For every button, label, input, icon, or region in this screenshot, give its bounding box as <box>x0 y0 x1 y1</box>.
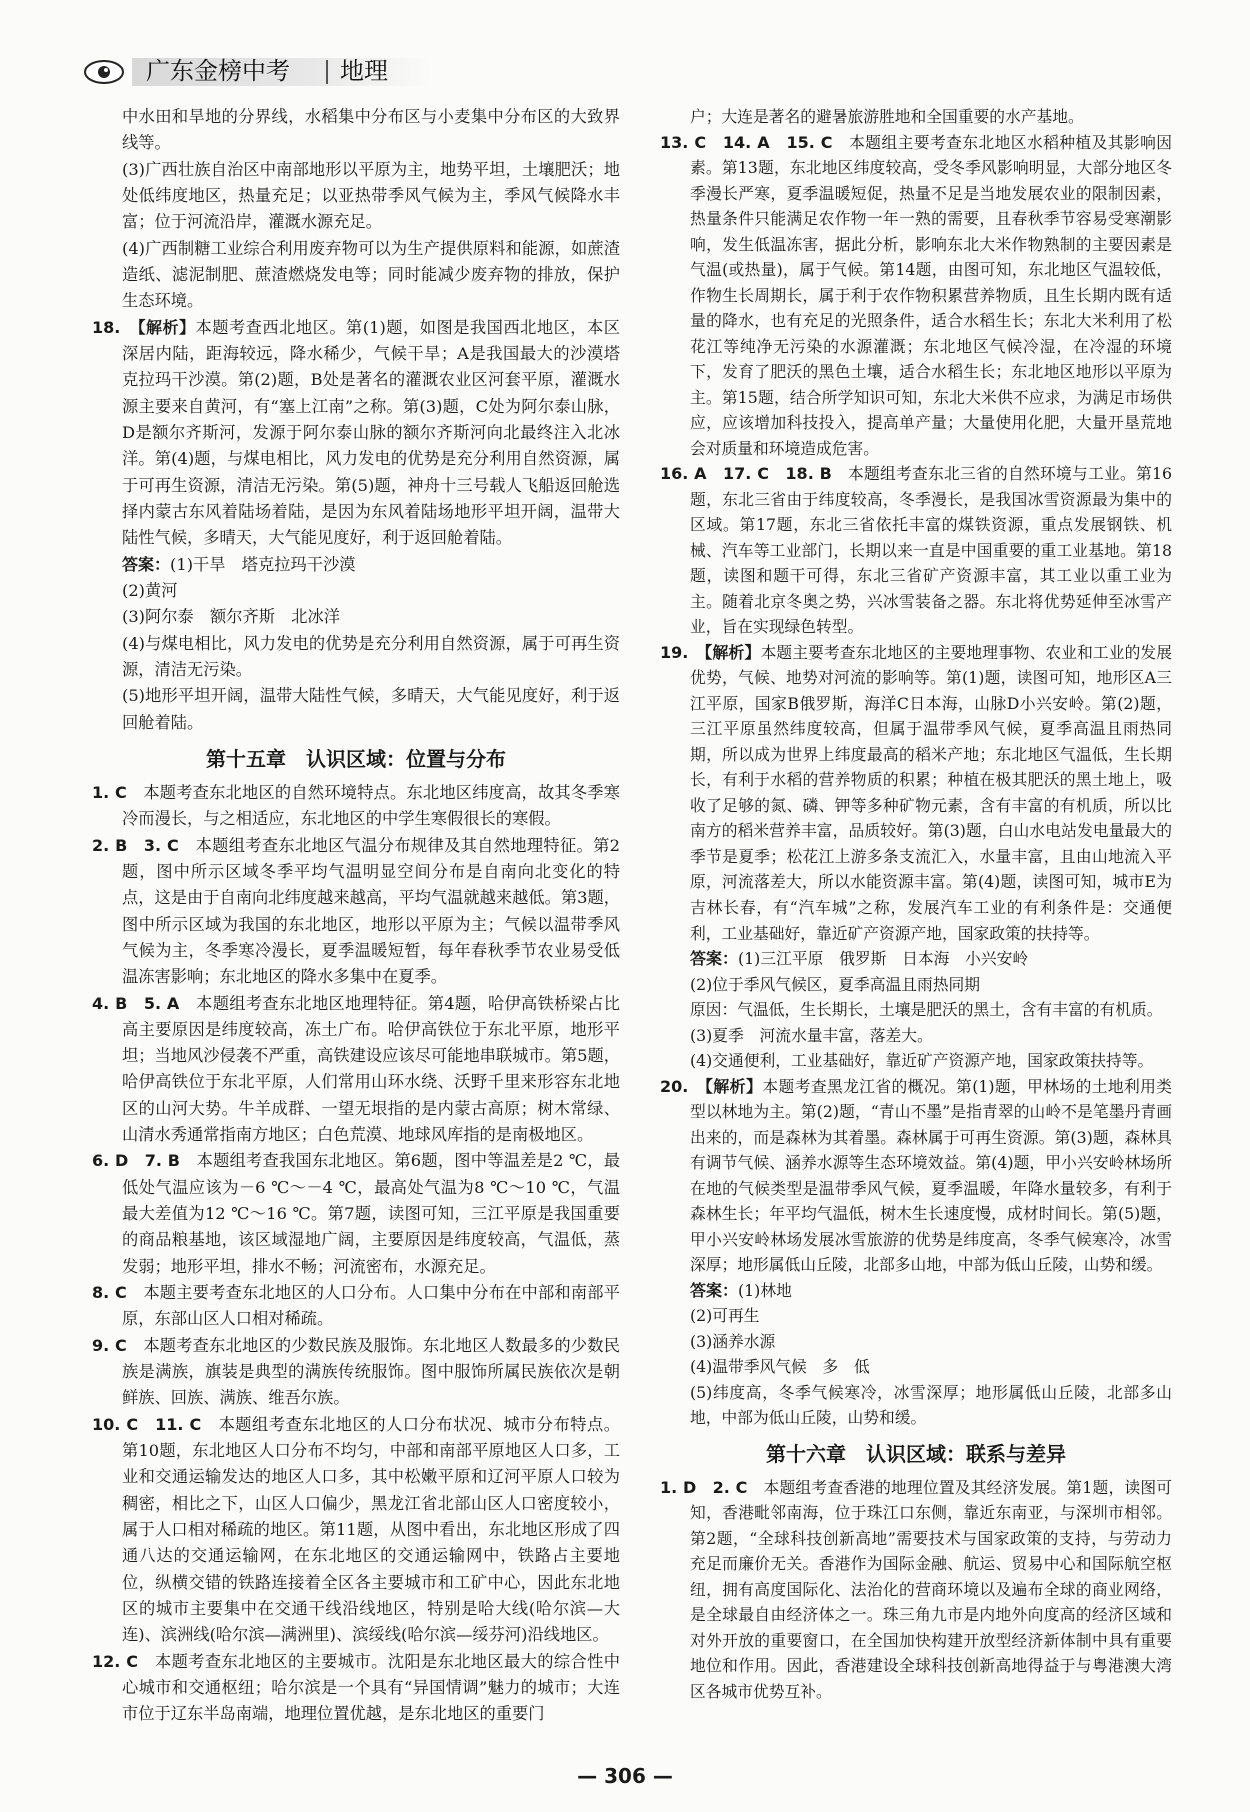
sub-answer: 原因：气温低，生长期长，土壤是肥沃的黑土，含有丰富的有机质。 <box>690 1000 1163 1020</box>
page-number: — 306 — <box>577 1764 673 1788</box>
book-title: 广东金榜中考 <box>146 57 290 85</box>
question-number: 1. C <box>92 782 127 802</box>
analysis-label: 【解析】 <box>704 1076 763 1096</box>
answer-item <box>660 130 1172 462</box>
answer-line <box>660 1278 1172 1304</box>
item-text: 本题组主要考查东北地区水稻种植及其影响因素。第13题，东北地区纬度较高，受冬季风影响明显，大部分地区冬季漫长严寒，夏季温暖短促，热量不足是当地发展农业的限制因素，热量条件只能满足农作物一年一熟的需要，且春秋季节容易受寒潮影响，发生低温冻害，据此分析，影响东北大米作物熟制的主要因素是气温(或热量)，属于气候。第14题，由图可知，东北地区气温较低，作物生长周期长，属于利于农作物积累营养物质，且生长期内既有适量的降水，也有充足的光照条件，适合水稻生长；东北大米利用了松花江等纯净无污染的水源灌溉；东北地区气候冷湿，在冷湿的环境下，发育了肥沃的黑色土壤，适合水稻生长；东北地区地形以平原为主。第15题，结合所学知识可知，东北大米供不应求，为满足市场供应，应该增加科技投入，提高单产量；大量使用化肥，大量开垦荒地会对质量和环境造成危害。 <box>690 132 1173 458</box>
question-number: 13. C 14. A 15. C <box>660 132 833 152</box>
chapter-title: 第十五章 认识区域：位置与分布 <box>206 746 506 771</box>
question-number: 9. C <box>92 1335 127 1355</box>
sub-answer: (3)夏季 河流水量丰富，落差大。 <box>690 1025 933 1045</box>
eye-logo-icon <box>82 58 130 86</box>
answer-label: 答案： <box>690 1280 739 1300</box>
question-number: 1. D 2. C <box>660 1477 748 1497</box>
item-text: 本题组考查东北地区的人口分布状况、城市分布特点。第10题，东北地区人口分布不均匀，中部和南部平原地区人口多，工业和交通运输发达的地区人口多，其中松嫩平原和辽河平原人口较为稠密，相比之下，山区人口偏少，黑龙江省北部山区人口密度较小，属于人口相对稀疏的地区。第11题，从图中看出，东北地区形成了四通八达的交通运输网，在东北地区的交通运输网中，铁路占主要地位，纵横交错的铁路连接着全区各主要城市和工矿中心，因此东北地区的城市主要集中在交通干线沿线地区，特别是哈大线(哈尔滨—大连)、滨洲线(哈尔滨—满洲里)、滨绥线(哈尔滨—绥芬河)沿线地区。 <box>122 1414 620 1645</box>
left-column <box>92 104 620 1728</box>
right-column <box>660 104 1172 1704</box>
item-text: 本题考查东北地区的主要城市。沈阳是东北地区最大的综合性中心城市和交通枢纽；哈尔滨是一个具有“异国情调”魅力的城市；大连市位于辽东半岛南端，地理位置优越，是东北地区的重要门 <box>122 1651 621 1724</box>
question-number: 2. B 3. C <box>92 835 179 855</box>
answer-line <box>660 946 1172 972</box>
sub-answer: (4)温带季风气候 多 低 <box>690 1357 870 1377</box>
question-number: 18. <box>92 317 121 337</box>
sub-answer: (2)位于季风气候区，夏季高温且雨热同期 <box>690 974 981 994</box>
item-text: 本题考查西北地区。第(1)题，如图是我国西北地区，本区深居内陆，距海较远，降水稀少，气候干旱；A是我国最大的沙漠塔克拉玛干沙漠。第(2)题，B处是著名的灌溉农业区河套平原，灌溉水源主要来自黄河，有“塞上江南”之称。第(3)题，C处为阿尔泰山脉，D是额尔齐斯河，发源于阿尔泰山脉的额尔齐斯河向北最终注入北冰洋。第(4)题，与煤电相比，风力发电的优势是充分利用自然资源，属于可再生资源，清洁无污染。第(5)题，神舟十三号载人飞船返回舱选择内蒙古东风着陆场着陆，是因为东风着陆场地形平坦开阔，温带大陆性气候，多晴天，大气能见度好，利于返回舱着陆。 <box>122 317 621 548</box>
item-text: 本题考查东北地区的少数民族及服饰。东北地区人数最多的少数民族是满族，旗装是典型的满族传统服饰。图中服饰所属民族依次是朝鲜族、回族、满族、维吾尔族。 <box>122 1335 620 1408</box>
header-divider <box>326 60 328 84</box>
answer-item <box>660 461 1172 640</box>
item-text: 本题考查东北地区的自然环境特点。东北地区纬度高，故其冬季寒冷而漫长，与之相适应，东北地区的中学生寒假很长的寒假。 <box>122 782 620 829</box>
answer-text: (1)三江平原 俄罗斯 日本海 小兴安岭 <box>738 949 1029 969</box>
sub-answer: (4)与煤电相比，风力发电的优势是充分利用自然资源，属于可再生资源，清洁无污染。 <box>122 633 620 679</box>
subject-title: 地理 <box>340 57 388 85</box>
item-text: 本题主要考查东北地区的人口分布。人口集中分布在中部和南部平原，东部山区人口相对稀疏。 <box>122 1283 620 1329</box>
item-text: 本题组考查东北三省的自然环境与工业。第16题，东北三省由于纬度较高，冬季漫长，是我国冰雪资源最为集中的区域。第17题，东北三省依托丰富的煤铁资源，重点发展钢铁、机械、汽车等工业部门，长期以来一直是中国重要的重工业基地。第18题，读图和题干可得，东北三省矿产资源丰富，其工业以重工业为主。随着北京冬奥之势，兴冰雪装备之器。东北将优势延伸至冰雪产业，旨在实现绿色转型。 <box>690 464 1173 637</box>
item-text: 本题组考查东北地区地理特征。第4题，哈伊高铁桥梁占比高主要原因是纬度较高，冻土广布。哈伊高铁位于东北平原，地形平坦；当地风沙侵袭不严重，高铁建设应该尽可能地串联城市。第5题，哈伊高铁位于东北平原，人们常用山环水绕、沃野千里来形容东北地区的山河大势。牛羊成群、一望无垠指的是内蒙古高原；树木常绿、山清水秀通常指南方地区；白色荒漠、地球风库指的是南极地区。 <box>122 993 621 1145</box>
answer-item <box>92 1333 620 1412</box>
answer-item <box>92 1649 620 1728</box>
question-number: 4. B 5. A <box>92 993 180 1013</box>
sub-answer: (3)阿尔泰 额尔齐斯 北冰洋 <box>122 607 341 627</box>
answer-item <box>92 1148 620 1280</box>
sub-answer: (3)广西壮族自治区中南部地形以平原为主，地势平坦，土壤肥沃；地处低纬度地区，热量充足；以亚热带季风气候为主，季风气候降水丰富；位于河流沿岸，灌溉水源充足。 <box>122 159 620 232</box>
answer-item <box>92 991 620 1149</box>
continued-text: 中水田和旱地的分界线，水稻集中分布区与小麦集中分布区的大致界线等。 <box>122 107 620 153</box>
sub-answer: (5)地形平坦开阔，温带大陆性气候，多晴天，大气能见度好，利于返回舱着陆。 <box>122 686 620 732</box>
chapter-title: 第十六章 认识区域：联系与差异 <box>766 1441 1066 1466</box>
answer-item <box>92 1412 620 1649</box>
question-number: 16. A 17. C 18. B <box>660 464 832 484</box>
sub-answer: (3)涵养水源 <box>690 1331 776 1351</box>
item-text: 本题组考查我国东北地区。第6题，图中等温差是2 ℃，最低处气温应该为－6 ℃～－4 ℃，最高处气温为8 ℃～10 ℃，气温最大差值为12 ℃～16 ℃。第7题，读图可知，三江平原是我国重要的商品粮基地，该区域湿地广阔，主要原因是纬度较高，气温低，蒸发弱；地形平坦，排水不畅；河流密布，水源充足。 <box>122 1151 620 1276</box>
question-number: 20. <box>660 1076 689 1096</box>
question-number: 10. C 11. C <box>92 1414 202 1434</box>
question-number: 8. C <box>92 1283 127 1303</box>
answer-item <box>92 780 620 833</box>
item-text: 本题组考查香港的地理位置及其经济发展。第1题，读图可知，香港毗邻南海，位于珠江口东侧，靠近东南亚，与深圳市相邻。第2题，“全球科技创新高地”需要技术与国家政策的支持，与劳动力充足而廉价无关。香港作为国际金融、航运、贸易中心和国际航空枢纽，拥有高度国际化、法治化的营商环境以及遍布全球的商业网络，是全球最自由经济体之一。珠三角九市是内地外向度高的经济区域和对外开放的重要窗口，在全国加快构建开放型经济新体制中具有重要地位和作用。因此，香港建设全球科技创新高地得益于与粤港澳大湾区各城市优势互补。 <box>690 1477 1173 1701</box>
continued-text: 户；大连是著名的避暑旅游胜地和全国重要的水产基地。 <box>690 107 1084 126</box>
answer-item <box>660 1475 1172 1705</box>
answer-item <box>660 1074 1172 1278</box>
question-number: 6. D 7. B <box>92 1151 180 1171</box>
answer-line <box>92 552 620 578</box>
question-number: 12. C <box>92 1651 139 1671</box>
page-header <box>82 56 1192 90</box>
answer-item <box>660 640 1172 946</box>
answer-item <box>92 1280 620 1333</box>
sub-answer: (4)广西制糖工业综合利用废弃物可以为生产提供原料和能源，如蔗渣造纸、滤泥制肥、蔗渣燃烧发电等；同时能减少废弃物的排放，保护生态环境。 <box>122 238 620 311</box>
item-text: 本题考查黑龙江省的概况。第(1)题，甲林场的土地利用类型以林地为主。第(2)题，“青山不墨”是指青翠的山岭不是笔墨丹青画出来的，而是森林为其着墨。森林属于可再生资源。第(3)题，森林具有调节气候、涵养水源等生态环境效益。第(4)题，甲小兴安岭林场所在地的气候类型是温带季风气候，夏季温暖，年降水量较多，有利于森林生长；年平均气温低，树木生长速度慢，成材时间长。第(5)题，甲小兴安岭林场发展冰雪旅游的优势是纬度高，冬季气候寒冷，冰雪深厚；地形属低山丘陵，北部多山地，中部为低山丘陵，山势和缓。 <box>690 1076 1172 1275</box>
item-text: 本题组考查东北地区气温分布规律及其自然地理特征。第2题，图中所示区域冬季平均气温明显空间分布是自南向北变化的特点，这是由于自南向北纬度越来越高，平均气温就越来越低。第3题，图中所示区域为我国的东北地区，地形以平原为主；气候以温带季风气候为主，冬季寒冷漫长，夏季温暖短暂，每年春秋季节农业易受低温冻害影响；东北地区的降水多集中在夏季。 <box>122 835 620 987</box>
item-text: 本题主要考查东北地区的主要地理事物、农业和工业的发展优势，气候、地势对河流的影响等。第(1)题，读图可知，地形区A三江平原，国家B俄罗斯，海洋C日本海，山脉D小兴安岭。第(2)题，三江平原虽然纬度较高，但属于温带季风气候，夏季高温且雨热同期，所以成为世界上纬度最高的稻米产地；东北地区气温低，生长期长，有利于水稻的营养物质的积累；种植在极其肥沃的黑土地上，吸收了足够的氮、磷、钾等多种矿物元素，含有丰富的有机质，所以比南方的稻米营养丰富，品质较好。第(3)题，白山水电站发电量最大的季节是夏季；松花江上游多条支流汇入，水量丰富，且由山地流入平原，河流落差大，所以水能资源丰富。第(4)题，读图可知，城市E为吉林长春，有“汽车城”之称，发展汽车工业的有利条件是：交通便利，工业基础好，靠近矿产资源产地，国家政策的扶持等。 <box>690 642 1172 943</box>
sub-answer: (4)交通便利，工业基础好，靠近矿产资源产地，国家政策扶持等。 <box>690 1051 1154 1071</box>
sub-answer: (2)黄河 <box>122 580 178 600</box>
analysis-label: 【解析】 <box>137 317 196 337</box>
analysis-label: 【解析】 <box>704 642 761 662</box>
answer-text: (1)林地 <box>738 1280 792 1300</box>
question-number: 19. <box>660 642 689 662</box>
sub-answer: (2)可再生 <box>690 1306 760 1326</box>
answer-text: (1)干旱 塔克拉玛干沙漠 <box>170 554 356 574</box>
sub-answer: (5)纬度高，冬季气候寒冷，冰雪深厚；地形属低山丘陵，北部多山地，中部为低山丘陵，山势和缓。 <box>690 1382 1172 1428</box>
answer-item <box>92 315 620 552</box>
answer-label: 答案： <box>122 554 171 574</box>
answer-item <box>92 833 620 991</box>
answer-label: 答案： <box>690 949 739 969</box>
